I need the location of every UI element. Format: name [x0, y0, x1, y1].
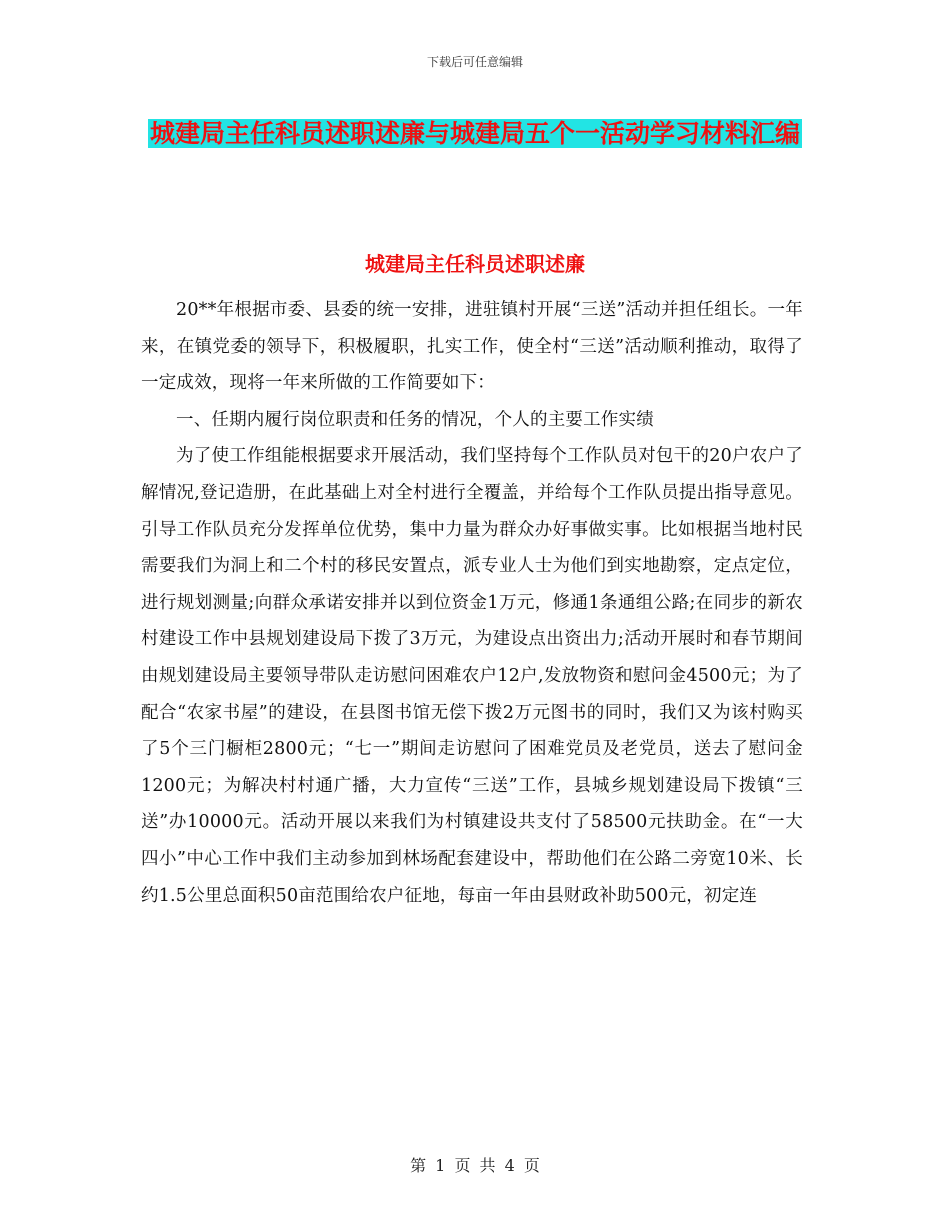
- page-footer: 第 1 页 共 4 页: [410, 1156, 540, 1175]
- paragraph: 一、任期内履行岗位职责和任务的情况，个人的主要工作实绩: [176, 409, 654, 430]
- header-note: 下载后可任意编辑: [426, 55, 523, 69]
- document-title: [140, 110, 810, 157]
- document-title-text: 城建局主任科员述职述廉与城建局五个一活动学习材料汇编: [149, 119, 800, 148]
- section-title: 城建局主任科员述职述廉: [365, 252, 585, 276]
- paragraph: 为了使工作组能根据要求开展活动，我们坚持每个工作队员对包干的20户农户了解情况,登记造册，在此基础上对全村进行全覆盖，并给每个工作队员提出指导意见。引导工作队员充分发挥单位优势，集中力量为群众办好事做实事。比如根据当地村民需要我们为洞上和二个村的移民安置点，派专业人士为他们到实地勘察，定点定位，进行规划测量;向群众承诺安排并以到位资金1万元，修通1条通组公路;在同步的新农村建设工作中县规划建设局下拨了3万元，为建设点出资出力;活动开展时和春节期间由规划建设局主要领导带队走访慰问困难农户12户,发放物资和慰问金4500元；为了配合“农家书屋”的建设，在县图书馆无偿下拨2万元图书的同时，我们又为该村购买了5个三门橱柜2800元；“七一”期间走访慰问了困难党员及老党员，送去了慰问金1200元；为解决村村通广播，大力宣传“三送”工作，县城乡规划建设局下拨镇“三送”办10000元。活动开展以来我们为村镇建设共支付了58500元扶助金。在“一大四小”中心工作中我们主动参加到林场配套建设中，帮助他们在公路二旁宽10米、长约1.5公里总面积50亩范围给农户征地，每亩一年由县财政补助500元，初定连: [141, 446, 803, 906]
- document-body: [141, 292, 803, 914]
- paragraph: 20**年根据市委、县委的统一安排，进驻镇村开展“三送”活动并担任组长。一年来，在镇党委的领导下，积极履职，扎实工作，使全村“三送”活动顺利推动，取得了一定成效，现将一年来所做的工作简要如下：: [141, 300, 803, 394]
